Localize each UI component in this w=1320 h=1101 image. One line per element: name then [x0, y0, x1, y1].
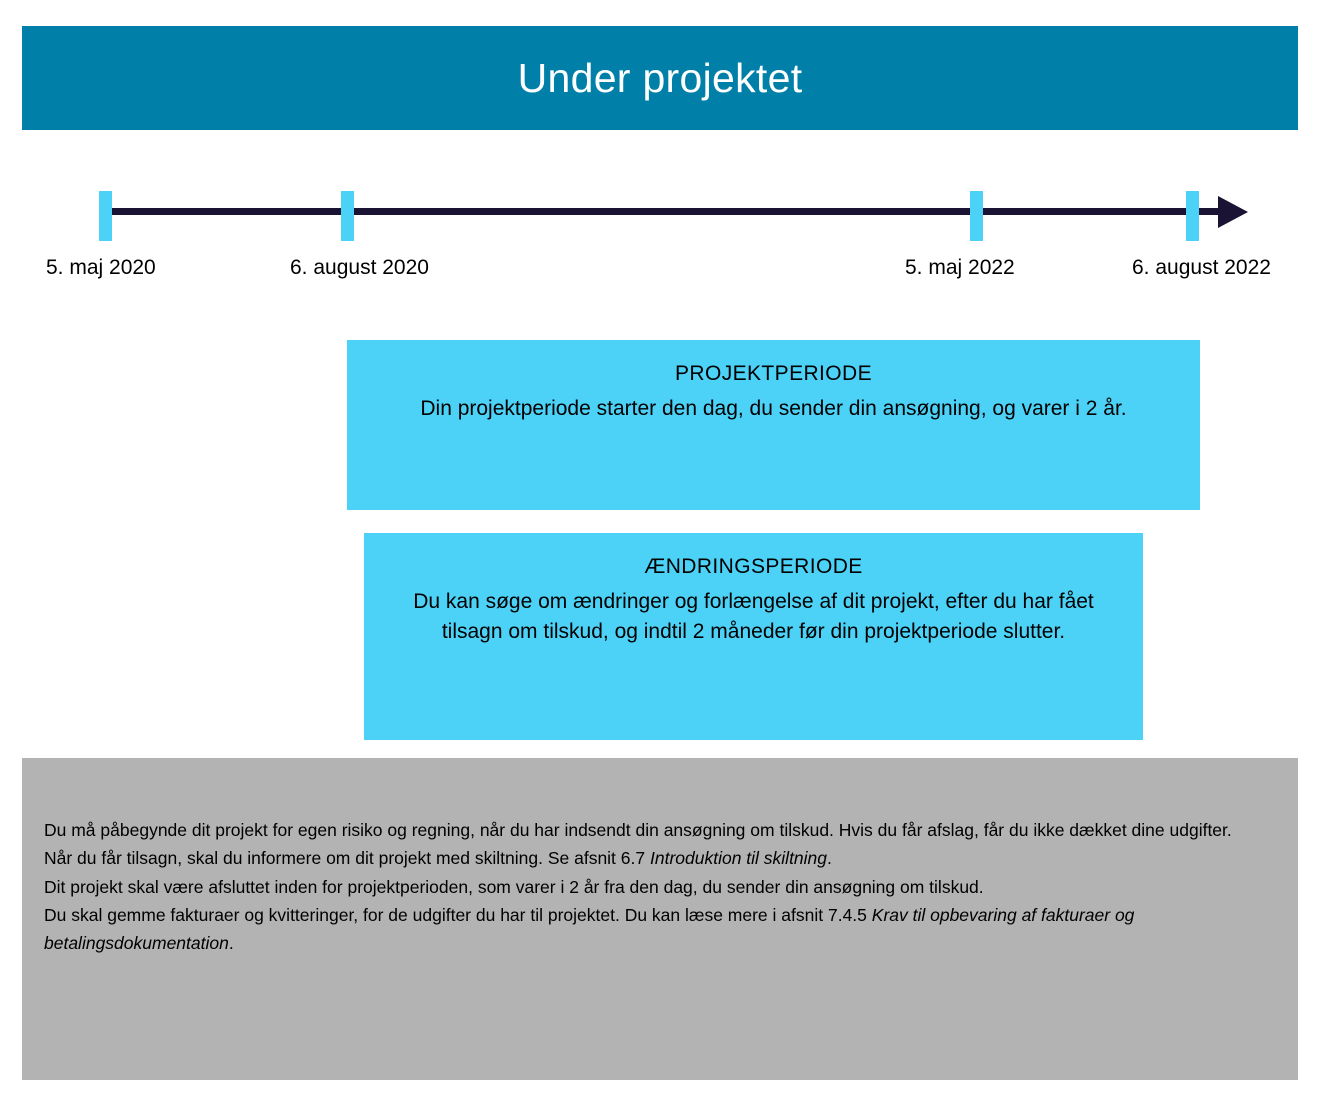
header-banner [22, 26, 1298, 130]
timeline-label: 5. maj 2022 [905, 256, 1015, 279]
note-text: Du må påbegynde dit projekt for egen risiko og regning, når du har indsendt din ansøgning om tilskud. Hvis du får afslag, får du ikke dækket dine udgifter. [44, 820, 1232, 840]
page-title: Under projektet [517, 54, 803, 101]
note-text: Når du får tilsagn, skal du informere om dit projekt med skiltning. Se afsnit 6.7 [44, 848, 650, 869]
note-text: Dit projekt skal være afsluttet inden for projektperioden, som varer i 2 år fra den dag, du sender din ansøgning om tilskud. [44, 876, 984, 897]
timeline-tick [99, 191, 112, 241]
note-italic: Introduktion til skiltning [649, 848, 828, 869]
note-paragraph [44, 873, 1258, 901]
note-paragraph [44, 901, 1258, 958]
timeline-label: 6. august 2022 [1132, 256, 1271, 279]
info-box-title: ÆNDRINGSPERIODE [644, 555, 863, 578]
info-box-projektperiode [347, 340, 1200, 510]
note-text-after: . [827, 848, 832, 869]
timeline-label: 5. maj 2020 [46, 256, 156, 279]
timeline-tick [970, 191, 983, 241]
timeline [0, 178, 1320, 308]
note-text: Du skal gemme fakturaer og kvitteringer, for de udgifter du har til projektet. Du kan læse mere i afsnit 7.4.5 [44, 905, 872, 926]
timeline-axis [99, 208, 1239, 215]
info-box-aendringsperiode [364, 533, 1143, 740]
info-box-title: PROJEKTPERIODE [675, 362, 872, 385]
timeline-arrow-icon [1218, 196, 1248, 228]
note-paragraph [44, 816, 1258, 844]
timeline-label: 6. august 2020 [290, 256, 429, 279]
notes-panel [22, 758, 1298, 1080]
note-italic: Krav til opbevaring af fakturaer og betalingsdokumentation [44, 905, 1135, 954]
timeline-tick [1186, 191, 1199, 241]
note-paragraph [44, 844, 1258, 872]
info-box-body: Du kan søge om ændringer og forlængelse af dit projekt, efter du har fået tilsagn om tilskud, og indtil 2 måneder før din projektperiode slutter. [413, 590, 1094, 643]
info-box-body: Din projektperiode starter den dag, du sender din ansøgning, og varer i 2 år. [420, 397, 1127, 420]
timeline-tick [341, 191, 354, 241]
note-text-after: . [228, 933, 234, 954]
